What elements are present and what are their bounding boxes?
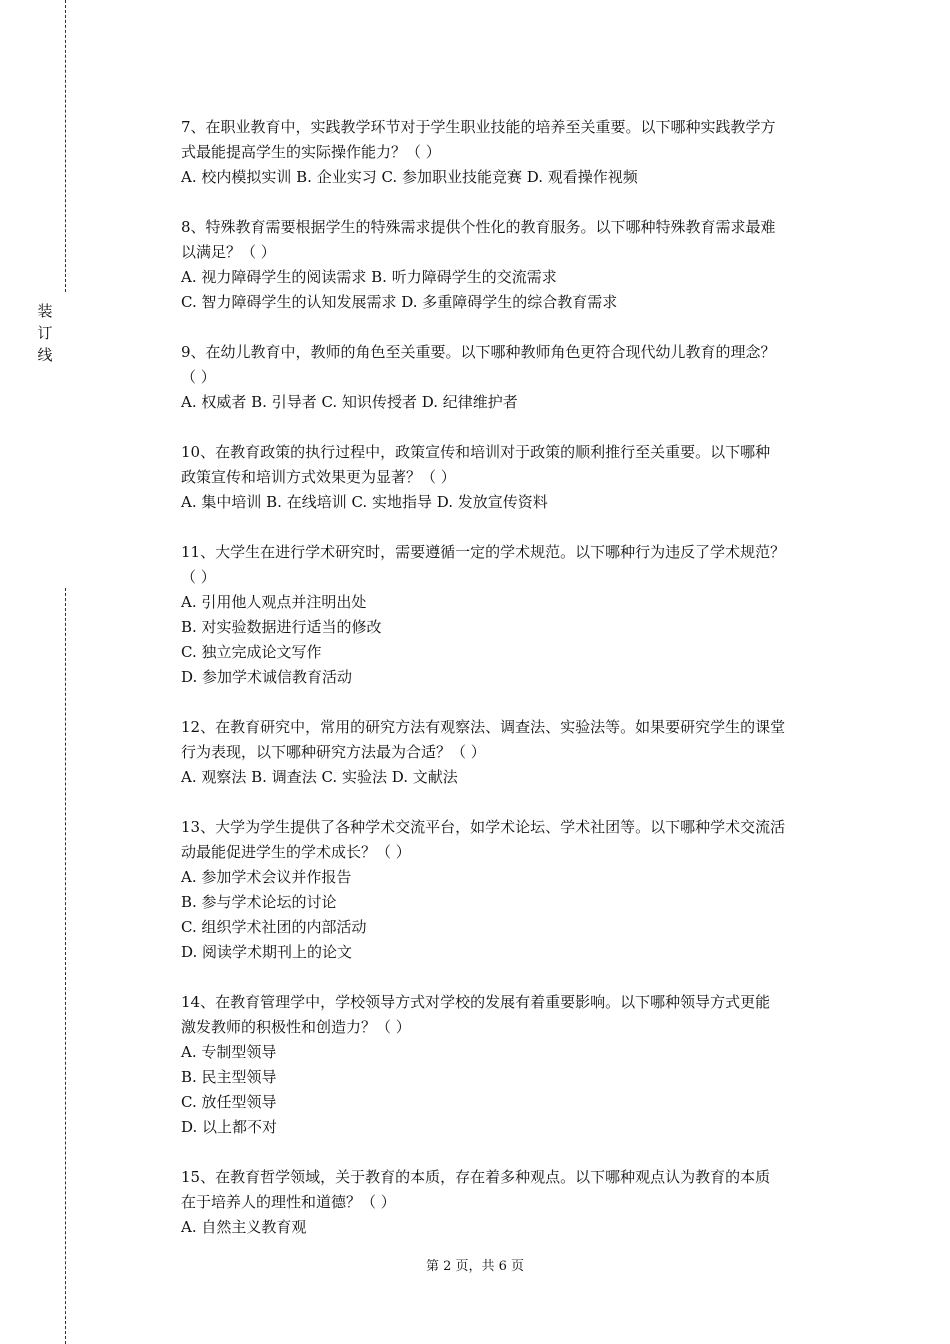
question-10 [181,440,846,515]
question-12 [181,715,846,790]
question-8 [181,215,846,315]
page-number: 第 2 页，共 6 页 [425,1259,525,1274]
question-options: C. 智力障碍学生的认知发展需求 D. 多重障碍学生的综合教育需求 [181,293,618,311]
question-options: A. 观察法 B. 调查法 C. 实验法 D. 文献法 [181,768,458,786]
option-c: C. 独立完成论文写作 [181,643,322,661]
question-stem: 10、在教育政策的执行过程中，政策宣传和培训对于政策的顺利推行至关重要。以下哪种 [181,443,771,461]
question-options: A. 权威者 B. 引导者 C. 知识传授者 D. 纪律维护者 [181,393,518,411]
question-stem: 12、在教育研究中，常用的研究方法有观察法、调查法、实验法等。如果要研究学生的课堂 [181,718,786,736]
question-11 [181,540,846,690]
option-c: C. 放任型领导 [181,1093,277,1111]
question-options: A. 校内模拟实训 B. 企业实习 C. 参加职业技能竞赛 D. 观看操作视频 [181,168,638,186]
question-stem: 7、在职业教育中，实践教学环节对于学生职业技能的培养至关重要。以下哪种实践教学方 [181,118,776,136]
question-stem: 9、在幼儿教育中，教师的角色至关重要。以下哪种教师角色更符合现代幼儿教育的理念？ [181,343,776,361]
option-b: B. 对实验数据进行适当的修改 [181,618,382,636]
question-stem: 式最能提高学生的实际操作能力？（ ） [181,143,441,161]
option-d: D. 参加学术诚信教育活动 [181,668,353,686]
question-stem: 15、在教育哲学领域，关于教育的本质，存在着多种观点。以下哪种观点认为教育的本质 [181,1168,771,1186]
question-14 [181,990,846,1140]
question-options: A. 视力障碍学生的阅读需求 B. 听力障碍学生的交流需求 [181,268,557,286]
question-13 [181,815,846,965]
option-b: B. 民主型领导 [181,1068,277,1086]
question-stem: 在于培养人的理性和道德？（ ） [181,1193,396,1211]
question-options: A. 集中培训 B. 在线培训 C. 实地指导 D. 发放宣传资料 [181,493,548,511]
option-a: A. 专制型领导 [181,1043,277,1061]
question-9 [181,340,846,415]
question-stem: 14、在教育管理学中，学校领导方式对学校的发展有着重要影响。以下哪种领导方式更能 [181,993,771,1011]
binding-dashed-line-top [65,0,66,292]
binding-char: 线 [37,346,55,364]
option-b: B. 参与学术论坛的讨论 [181,893,337,911]
option-a: A. 自然主义教育观 [181,1218,307,1236]
binding-char: 订 [37,324,55,342]
question-stem: 激发教师的积极性和创造力？（ ） [181,1018,411,1036]
option-c: C. 组织学术社团的内部活动 [181,918,367,936]
question-15 [181,1165,846,1240]
binding-char: 装 [37,302,55,320]
question-list [181,115,846,1265]
question-stem: （ ） [181,568,216,586]
option-a: A. 引用他人观点并注明出处 [181,593,367,611]
option-d: D. 阅读学术期刊上的论文 [181,943,353,961]
question-stem: 行为表现，以下哪种研究方法最为合适？（ ） [181,743,486,761]
question-stem: 13、大学为学生提供了各种学术交流平台，如学术论坛、学术社团等。以下哪种学术交流活 [181,818,786,836]
question-stem: 11、大学生在进行学术研究时，需要遵循一定的学术规范。以下哪种行为违反了学术规范？ [181,543,786,561]
binding-label [36,300,56,366]
option-a: A. 参加学术会议并作报告 [181,868,352,886]
binding-dashed-line-bottom [65,588,66,1344]
question-stem: （ ） [181,368,216,386]
question-stem: 以满足？（ ） [181,243,276,261]
option-d: D. 以上都不对 [181,1118,278,1136]
question-stem: 政策宣传和培训方式效果更为显著？（ ） [181,468,456,486]
question-7 [181,115,846,190]
question-stem: 动最能促进学生的学术成长？（ ） [181,843,411,861]
question-stem: 8、特殊教育需要根据学生的特殊需求提供个性化的教育服务。以下哪种特殊教育需求最难 [181,218,776,236]
